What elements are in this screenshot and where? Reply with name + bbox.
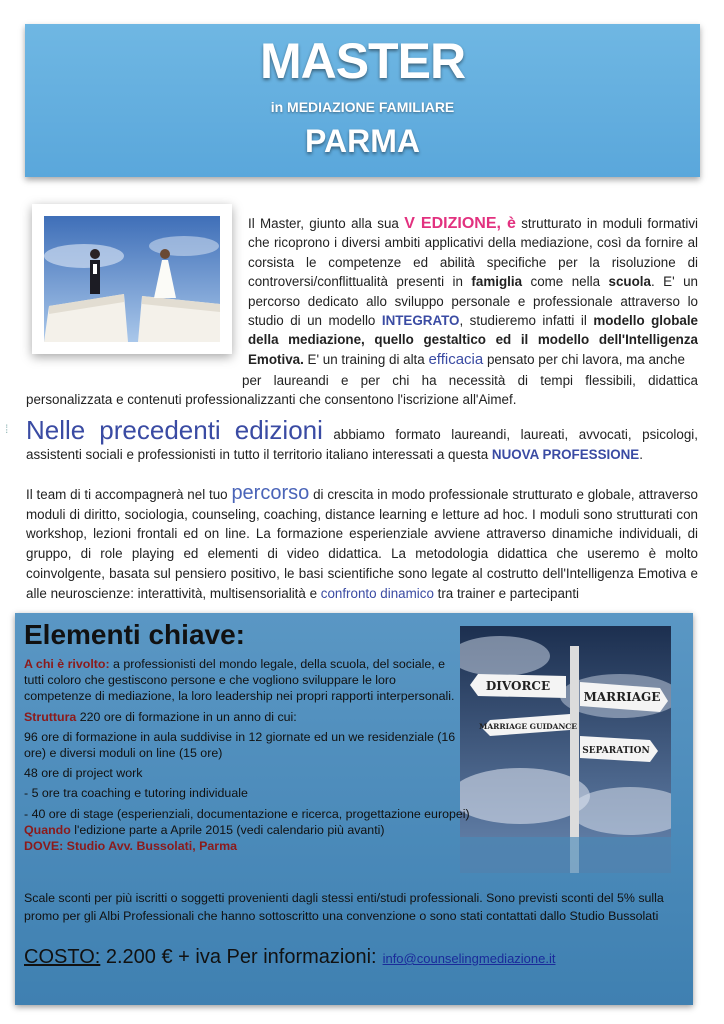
previous-end: . [639, 447, 643, 462]
target-audience-text: a professionisti del mondo legale, della scuola, del sociale, e tutti coloro che gestiscono persone e che vogliono sviluppare le loro competenze di mediazione, la loro leadership nei propri rapporti interpersonali. [24, 657, 455, 704]
intro-text-2: strutturato in moduli formativi che ricoprono i diversi ambiti applicativi della mediazione, così da fornire al corsista le competenze ed abilità specifiche per la risoluzione di controversi/conflittualità presenti in [248, 216, 698, 290]
team-text-2: di crescita in modo professionale strutturato e globale, attraverso moduli di diritto, sociologia, counseling, coaching, distance learning e letture ad hoc. I moduli sono strutturati con workshop, lezioni frontali ed on line. La formazione esperienziale avviene attraverso dinamiche individuali, di gruppo, di role playing ed elementi di video didattica. La metodologia didattica che useremo è molto coinvolgente, basata sul pensiero positivo, le basi scientifiche sono legate al costrutto dell'Intelligenza Emotiva e alle neuroscienze: interattività, multisensorialità e [26, 487, 698, 601]
signpost-image [460, 626, 671, 837]
structure-line-2: 48 ore di project work [24, 766, 143, 781]
modello-keyword: modello globale della mediazione, quello gestaltico ed il modello dell'Intelligenza Emotiva. [248, 313, 698, 367]
intro-tail: per laureandi e per chi ha necessità di tempi flessibili, didattica personalizzata e contenuti professionalizzanti che consentono l'iscrizione all'Aimef. [26, 373, 698, 408]
sign-marriage-guidance: MARRIAGE GUIDANCE [479, 722, 577, 731]
intro-text-6: E' un training di alta [303, 351, 429, 367]
structure-text: 220 ore di formazione in un anno di cui: [76, 709, 297, 724]
sign-separation: SEPARATION [582, 746, 650, 756]
famiglia-keyword: famiglia [471, 274, 523, 290]
title-banner [25, 24, 700, 177]
cost-label: COSTO: [24, 946, 101, 968]
start-date [24, 822, 464, 838]
structure-label: Struttura [24, 709, 77, 724]
intro-text-5: , studieremo infatti il [459, 313, 594, 329]
intro-text-7: pensato per chi lavora, ma anche [483, 351, 685, 367]
key-elements-list [24, 656, 470, 854]
intro-paragraph [248, 214, 698, 369]
structure-line-4: - 40 ore di stage (esperienziali, documentazione e ricerca, progettazione europei) [24, 806, 470, 821]
signpost-reflection [460, 837, 671, 873]
key-elements-title: Elementi chiave: [24, 619, 245, 650]
team-text-3: tra trainer e partecipanti [433, 585, 580, 601]
scuola-keyword: scuola [608, 274, 651, 290]
structure-line-1: 96 ore di formazione in aula suddivise in 12 giornate ed un we residenziale (16 ore) e diversi moduli on line (15 ore) [24, 729, 456, 761]
cost-value: 2.200 € + iva Per informazioni: [100, 946, 377, 968]
percorso-keyword: percorso [231, 482, 310, 504]
nuova-professione-keyword: NUOVA PROFESSIONE [491, 447, 640, 462]
page-subtitle: in MEDIAZIONE FAMILIARE [270, 99, 455, 115]
team-text-1: Il team di ti accompagnerà nel tuo [26, 487, 232, 502]
intro-text-1: Il Master, giunto alla sua [248, 216, 405, 231]
start-date-text: l'edizione parte a Aprile 2015 (vedi calendario più avanti) [70, 822, 385, 837]
intro-text-3: come nella [522, 274, 609, 290]
intro-text-4: . E' un percorso dedicato allo sviluppo personale e professionale attraverso lo studio di un modello [248, 274, 698, 329]
structure [24, 709, 464, 725]
page-city: PARMA [305, 123, 420, 159]
cost-line [24, 946, 694, 969]
previous-editions-paragraph [26, 415, 698, 465]
discount-note: Scale sconti per più iscritti o soggetti provenienti dagli stessi enti/studi professionali. Sono previsti sconti del 5% sulla promo per gli Albi Professionali che hanno sottoscritto una convenzione o sono stati contattati dallo Studio Bussolati [24, 891, 664, 923]
sign-marriage: MARRIAGE [583, 690, 661, 704]
team-paragraph [26, 484, 698, 603]
location: DOVE: Studio Avv. Bussolati, Parma [24, 839, 237, 854]
page-title: MASTER [259, 33, 466, 89]
edition-highlight: V EDIZIONE, è [404, 215, 516, 232]
target-audience [24, 656, 464, 705]
wedding-cake-image [44, 216, 220, 342]
previous-editions-text: abbiamo formato laureandi, laureati, avvocati, psicologi, assistenti sociali e professionisti in tutto il territorio italiano interessati a questa [26, 427, 698, 462]
start-date-label: Quando [24, 822, 71, 837]
target-audience-label: A chi è rivolto: [24, 657, 110, 671]
integrato-keyword: INTEGRATO [381, 313, 460, 329]
efficacia-keyword: efficacia [428, 350, 484, 368]
structure-line-3: - 5 ore tra coaching e tutoring individuale [24, 786, 248, 801]
previous-editions-heading: Nelle precedenti edizioni [26, 415, 323, 445]
bullet-mark: ⁞ [5, 422, 9, 436]
wedding-cake-photo [32, 204, 232, 354]
confronto-keyword: confronto dinamico [320, 585, 434, 601]
sign-divorce: DIVORCE [485, 679, 551, 693]
email-link[interactable]: info@counselingmediazione.it [382, 951, 556, 966]
